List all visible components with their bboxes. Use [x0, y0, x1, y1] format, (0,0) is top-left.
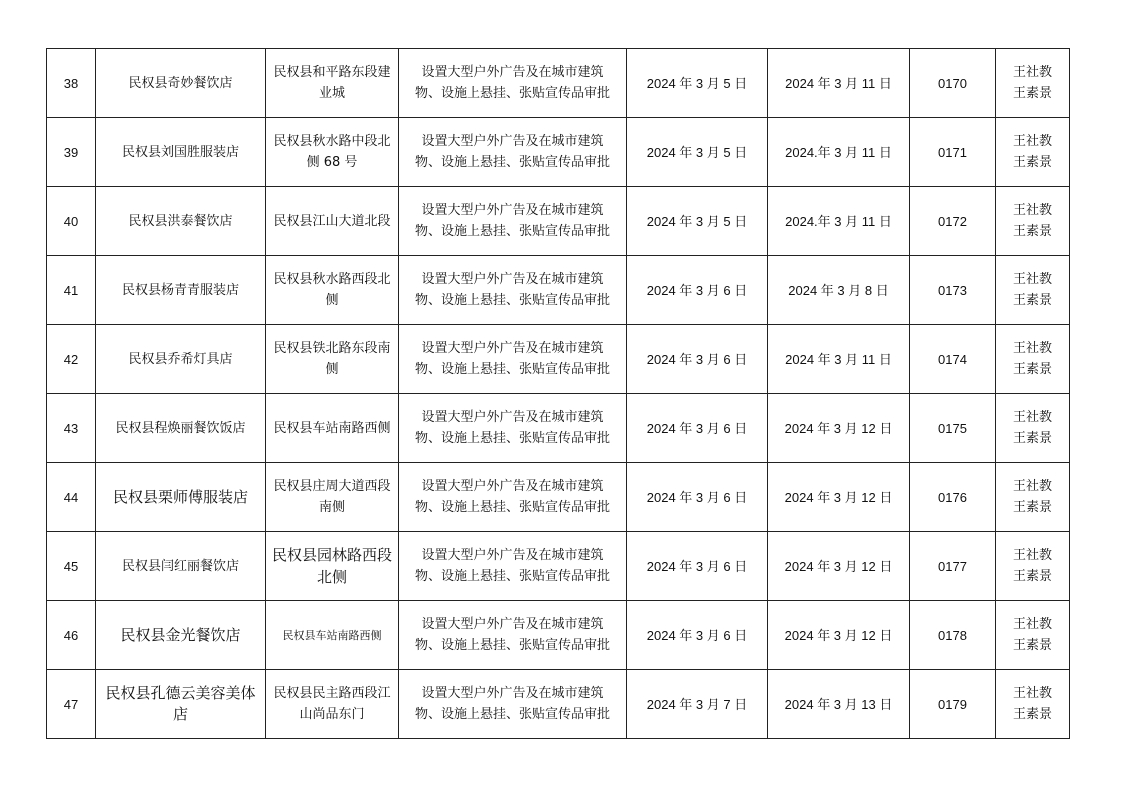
address-cell-text: 民权县铁北路东段南	[273, 341, 391, 356]
approval-item-cell-text: 物、设施上悬挂、张贴宣传品审批	[414, 224, 610, 239]
address-cell-text: 民权县庄周大道西段	[273, 479, 391, 494]
table-row	[47, 187, 1070, 256]
approval-item-cell-text: 物、设施上悬挂、张贴宣传品审批	[414, 500, 610, 515]
handler-cell-text: 王社教	[1012, 548, 1052, 563]
address-cell-text: 民权县车站南路西侧	[282, 628, 382, 642]
handler-cell-text: 王社教	[1012, 203, 1052, 218]
address-cell-text: 民权县江山大道北段	[273, 213, 391, 229]
application-date-cell-text: 2024 年 3 月 7 日	[646, 696, 748, 712]
handler-cell-text: 王素景	[1012, 638, 1052, 653]
table-row	[47, 256, 1070, 325]
approval-item-cell-text: 物、设施上悬挂、张贴宣传品审批	[414, 431, 610, 446]
permit-number-cell	[910, 256, 996, 325]
row-number-cell	[47, 463, 96, 532]
permit-number-cell	[910, 118, 996, 187]
permit-number-cell	[910, 670, 996, 739]
handler-cell-text: 王素景	[1012, 362, 1052, 377]
permit-number-cell-text: 0175	[938, 420, 967, 436]
handler-cell	[996, 601, 1070, 670]
permit-number-cell	[910, 463, 996, 532]
permit-number-cell	[910, 532, 996, 601]
approval-item-cell-text: 设置大型户外广告及在城市建筑	[421, 617, 604, 632]
address-cell	[266, 394, 399, 463]
row-number-cell	[47, 118, 96, 187]
handler-cell-text: 王社教	[1012, 134, 1052, 149]
row-number-cell-text: 40	[63, 213, 79, 229]
row-number-cell-text: 39	[63, 144, 79, 160]
approval-date-cell	[768, 49, 910, 118]
address-cell-text: 北侧	[316, 568, 347, 586]
business-name-cell-text: 民权县孔德云美容美体店	[105, 684, 256, 723]
approval-item-cell	[399, 670, 627, 739]
address-cell-text: 民权县车站南路西侧	[273, 420, 391, 436]
approval-item-cell-text: 物、设施上悬挂、张贴宣传品审批	[414, 86, 610, 101]
handler-cell-text: 王社教	[1012, 65, 1052, 80]
handler-cell	[996, 670, 1070, 739]
application-date-cell-text: 2024 年 3 月 6 日	[646, 489, 748, 505]
approval-item-cell-text: 物、设施上悬挂、张贴宣传品审批	[414, 362, 610, 377]
approval-item-cell	[399, 118, 627, 187]
business-name-cell	[96, 118, 266, 187]
approval-item-cell-text: 设置大型户外广告及在城市建筑	[421, 203, 604, 218]
table-row	[47, 601, 1070, 670]
address-cell-text: 民权县秋水路西段北	[273, 272, 391, 287]
handler-cell-text: 王素景	[1012, 155, 1052, 170]
application-date-cell-text: 2024 年 3 月 5 日	[646, 213, 748, 229]
row-number-cell-text: 44	[63, 489, 79, 505]
table-row	[47, 394, 1070, 463]
address-cell	[266, 463, 399, 532]
business-name-cell	[96, 463, 266, 532]
handler-cell-text: 王社教	[1012, 272, 1052, 287]
application-date-cell	[627, 118, 768, 187]
permit-number-cell-text: 0177	[938, 558, 967, 574]
application-date-cell	[627, 601, 768, 670]
approval-item-cell-text: 物、设施上悬挂、张贴宣传品审批	[414, 707, 610, 722]
business-name-cell-text: 民权县栗师傅服装店	[112, 487, 248, 506]
application-date-cell-text: 2024 年 3 月 6 日	[646, 558, 748, 574]
address-cell-text: 民权县园林路西段	[272, 546, 393, 564]
handler-cell-text: 王社教	[1012, 410, 1052, 425]
application-date-cell-text: 2024 年 3 月 6 日	[646, 627, 748, 643]
permit-number-cell-text: 0170	[938, 75, 967, 91]
handler-cell-text: 王素景	[1012, 431, 1052, 446]
approval-item-cell	[399, 463, 627, 532]
approval-item-cell-text: 物、设施上悬挂、张贴宣传品审批	[414, 569, 610, 584]
approval-item-cell-text: 物、设施上悬挂、张贴宣传品审批	[414, 638, 610, 653]
business-name-cell-text: 民权县刘国胜服装店	[121, 144, 239, 160]
approval-item-cell	[399, 49, 627, 118]
approval-item-cell-text: 设置大型户外广告及在城市建筑	[421, 272, 604, 287]
permit-number-cell-text: 0172	[938, 213, 967, 229]
application-date-cell-text: 2024 年 3 月 6 日	[646, 282, 748, 298]
approval-item-cell-text: 物、设施上悬挂、张贴宣传品审批	[414, 155, 610, 170]
approval-date-cell	[768, 670, 910, 739]
address-cell	[266, 601, 399, 670]
address-cell	[266, 670, 399, 739]
approval-item-cell	[399, 256, 627, 325]
address-cell	[266, 187, 399, 256]
application-date-cell	[627, 49, 768, 118]
address-cell	[266, 325, 399, 394]
approval-date-cell-text: 2024.年 3 月 11 日	[785, 144, 892, 160]
handler-cell-text: 王素景	[1012, 569, 1052, 584]
business-name-cell-text: 民权县程焕丽餐饮饭店	[115, 420, 246, 436]
approval-date-cell-text: 2024 年 3 月 12 日	[784, 558, 893, 574]
row-number-cell-text: 46	[63, 627, 79, 643]
application-date-cell-text: 2024 年 3 月 5 日	[646, 75, 748, 91]
row-number-cell-text: 47	[63, 696, 79, 712]
application-date-cell	[627, 463, 768, 532]
address-cell	[266, 256, 399, 325]
row-number-cell-text: 43	[63, 420, 79, 436]
approval-item-cell	[399, 601, 627, 670]
handler-cell-text: 王素景	[1012, 293, 1052, 308]
row-number-cell	[47, 49, 96, 118]
row-number-cell-text: 42	[63, 351, 79, 367]
business-name-cell	[96, 670, 266, 739]
address-cell-text: 侧	[325, 293, 339, 308]
approval-date-cell	[768, 532, 910, 601]
business-name-cell	[96, 325, 266, 394]
address-cell-text: 山尚品东门	[299, 707, 365, 722]
table-row	[47, 670, 1070, 739]
address-cell-text: 民权县和平路东段建	[273, 65, 391, 80]
application-date-cell	[627, 325, 768, 394]
handler-cell-text: 王社教	[1012, 686, 1052, 701]
row-number-cell-text: 38	[63, 75, 79, 91]
approval-date-cell	[768, 325, 910, 394]
approval-item-cell	[399, 187, 627, 256]
row-number-cell	[47, 256, 96, 325]
handler-cell	[996, 325, 1070, 394]
handler-cell	[996, 394, 1070, 463]
permit-number-cell	[910, 187, 996, 256]
row-number-cell	[47, 394, 96, 463]
handler-cell	[996, 463, 1070, 532]
approval-date-cell	[768, 394, 910, 463]
application-date-cell	[627, 670, 768, 739]
permit-number-cell	[910, 601, 996, 670]
application-date-cell-text: 2024 年 3 月 6 日	[646, 420, 748, 436]
handler-cell	[996, 187, 1070, 256]
permit-number-cell-text: 0179	[938, 696, 967, 712]
address-cell-text: 民权县秋水路中段北	[273, 134, 391, 149]
table-row	[47, 463, 1070, 532]
business-name-cell	[96, 601, 266, 670]
address-cell	[266, 49, 399, 118]
permit-number-cell-text: 0174	[938, 351, 967, 367]
handler-cell-text: 王社教	[1012, 617, 1052, 632]
approval-item-cell-text: 设置大型户外广告及在城市建筑	[421, 548, 604, 563]
application-date-cell	[627, 256, 768, 325]
table-row	[47, 532, 1070, 601]
permit-number-cell-text: 0178	[938, 627, 967, 643]
application-date-cell-text: 2024 年 3 月 6 日	[646, 351, 748, 367]
approval-date-cell-text: 2024 年 3 月 12 日	[784, 489, 893, 505]
permit-number-cell	[910, 49, 996, 118]
approval-item-cell-text: 设置大型户外广告及在城市建筑	[421, 686, 604, 701]
handler-cell-text: 王社教	[1012, 341, 1052, 356]
handler-cell-text: 王素景	[1012, 707, 1052, 722]
table-row	[47, 49, 1070, 118]
approval-date-cell-text: 2024.年 3 月 11 日	[785, 213, 892, 229]
application-date-cell	[627, 187, 768, 256]
handler-cell-text: 王素景	[1012, 86, 1052, 101]
application-date-cell	[627, 532, 768, 601]
permit-number-cell	[910, 325, 996, 394]
business-name-cell	[96, 256, 266, 325]
permit-number-cell-text: 0171	[938, 144, 967, 160]
approval-date-cell	[768, 601, 910, 670]
business-name-cell-text: 民权县杨青青服装店	[121, 282, 239, 298]
approval-date-cell	[768, 463, 910, 532]
approval-date-cell-text: 2024 年 3 月 13 日	[784, 696, 893, 712]
business-name-cell	[96, 532, 266, 601]
row-number-cell-text: 41	[63, 282, 79, 298]
permit-number-cell	[910, 394, 996, 463]
row-number-cell-text: 45	[63, 558, 79, 574]
business-name-cell-text: 民权县奇妙餐饮店	[128, 75, 233, 91]
address-cell-text: 南侧	[318, 500, 345, 515]
address-cell	[266, 532, 399, 601]
approval-item-cell	[399, 394, 627, 463]
approval-item-cell-text: 设置大型户外广告及在城市建筑	[421, 341, 604, 356]
approval-date-cell	[768, 256, 910, 325]
handler-cell-text: 王素景	[1012, 500, 1052, 515]
approval-date-cell-text: 2024 年 3 月 8 日	[788, 282, 889, 298]
permit-number-cell-text: 0176	[938, 489, 967, 505]
approval-date-cell	[768, 187, 910, 256]
business-name-cell-text: 民权县闫红丽餐饮店	[121, 558, 239, 574]
permit-number-cell-text: 0173	[938, 282, 967, 298]
approval-item-cell-text: 物、设施上悬挂、张贴宣传品审批	[414, 293, 610, 308]
row-number-cell	[47, 532, 96, 601]
address-cell	[266, 118, 399, 187]
business-name-cell	[96, 49, 266, 118]
business-name-cell-text: 民权县乔希灯具店	[128, 351, 233, 367]
row-number-cell	[47, 670, 96, 739]
handler-cell	[996, 118, 1070, 187]
application-date-cell-text: 2024 年 3 月 5 日	[646, 144, 748, 160]
handler-cell	[996, 49, 1070, 118]
handler-cell	[996, 532, 1070, 601]
address-cell-text: 业城	[318, 86, 345, 101]
approval-date-cell-text: 2024 年 3 月 12 日	[784, 420, 893, 436]
row-number-cell	[47, 187, 96, 256]
approval-records-table	[46, 48, 1070, 739]
application-date-cell	[627, 394, 768, 463]
row-number-cell	[47, 601, 96, 670]
approval-item-cell-text: 设置大型户外广告及在城市建筑	[421, 134, 604, 149]
approval-date-cell-text: 2024 年 3 月 11 日	[785, 351, 892, 367]
table-body	[47, 49, 1070, 739]
business-name-cell-text: 民权县金光餐饮店	[120, 625, 241, 644]
handler-cell	[996, 256, 1070, 325]
table-row	[47, 325, 1070, 394]
address-cell-text: 侧 68 号	[306, 155, 358, 170]
approval-date-cell-text: 2024 年 3 月 11 日	[785, 75, 892, 91]
address-cell-text: 民权县民主路西段江	[273, 686, 391, 701]
business-name-cell-text: 民权县洪泰餐饮店	[128, 213, 233, 229]
address-cell-text: 侧	[325, 362, 339, 377]
handler-cell-text: 王素景	[1012, 224, 1052, 239]
row-number-cell	[47, 325, 96, 394]
approval-date-cell	[768, 118, 910, 187]
approval-item-cell-text: 设置大型户外广告及在城市建筑	[421, 410, 604, 425]
business-name-cell	[96, 394, 266, 463]
business-name-cell	[96, 187, 266, 256]
approval-date-cell-text: 2024 年 3 月 12 日	[784, 627, 893, 643]
approval-item-cell-text: 设置大型户外广告及在城市建筑	[421, 65, 604, 80]
table-row	[47, 118, 1070, 187]
approval-item-cell	[399, 532, 627, 601]
handler-cell-text: 王社教	[1012, 479, 1052, 494]
approval-item-cell	[399, 325, 627, 394]
approval-item-cell-text: 设置大型户外广告及在城市建筑	[421, 479, 604, 494]
